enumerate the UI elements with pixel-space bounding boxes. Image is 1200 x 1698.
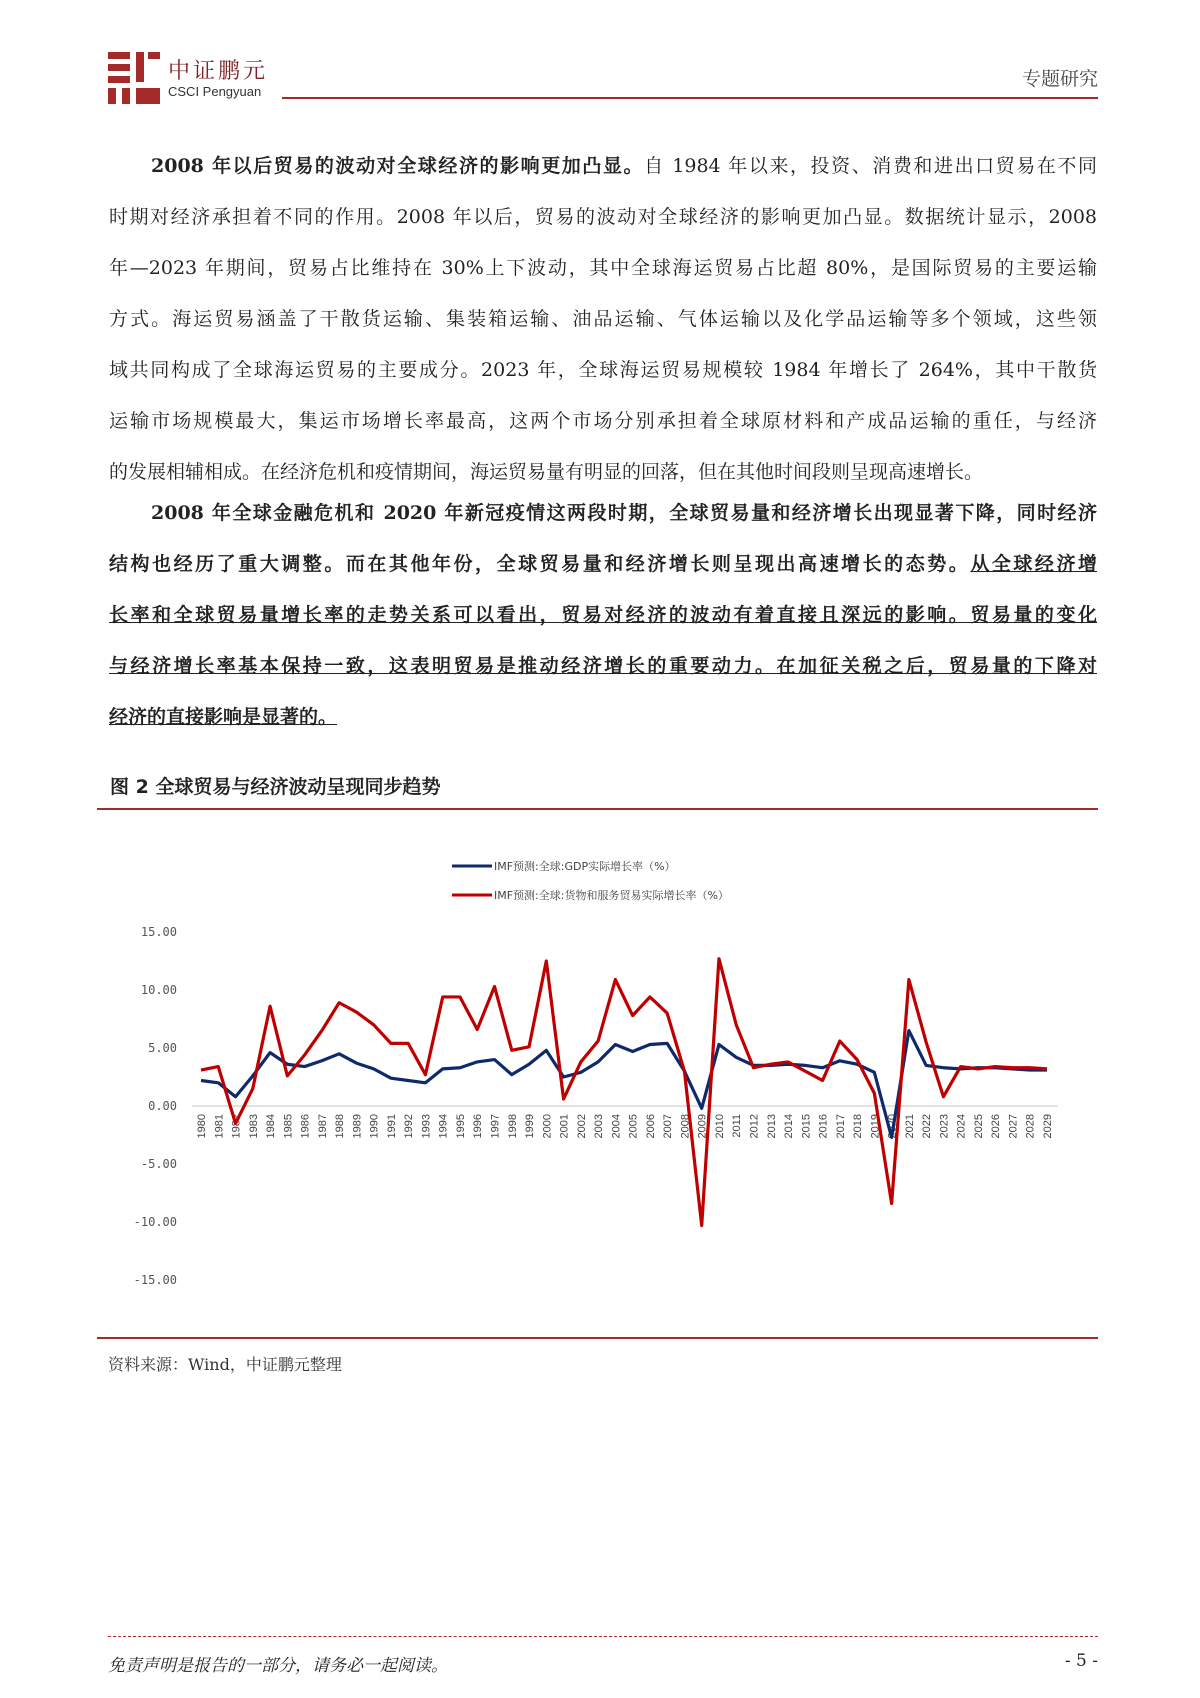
text-line	[109, 697, 1097, 748]
footer-divider	[108, 1636, 1098, 1637]
text-line	[109, 197, 1097, 248]
x-tick-label: 2003	[593, 1114, 606, 1139]
legend-label: IMF预测:全球:GDP实际增长率（%）	[494, 860, 676, 873]
x-tick-label: 1987	[316, 1114, 329, 1139]
x-tick-label: 2015	[800, 1114, 813, 1139]
x-tick-label: 1984	[265, 1114, 278, 1139]
series-line-trade	[201, 959, 1047, 1226]
y-tick-label: -5.00	[140, 1157, 177, 1171]
x-tick-label: 1994	[437, 1114, 450, 1139]
x-tick-label: 2008	[679, 1114, 692, 1139]
text-segment: 结构也经历了重大调整。而在其他年份，全球贸易量和经济增长则呈现出高速增长的态势。	[109, 553, 971, 575]
text-segment: 2008 年全球金融危机和 2020 年新冠疫情这两段时期，全球贸易量和经济增长出现显著下降，同时经济	[151, 502, 1097, 524]
x-tick-label: 1983	[247, 1114, 260, 1139]
text-segment: 从全球经济增	[970, 553, 1097, 575]
text-line	[109, 493, 1097, 544]
text-segment: 经济的直接影响是显著的。	[109, 706, 338, 728]
x-tick-label: 1997	[489, 1114, 502, 1139]
x-tick-label: 2025	[972, 1114, 985, 1139]
text-segment: 年—2023 年期间，贸易占比维持在 30%上下波动，其中全球海运贸易占比超 80%，是国际贸易的主要运输	[109, 257, 1097, 279]
x-tick-label: 2018	[852, 1114, 865, 1139]
x-tick-label: 1988	[334, 1114, 347, 1139]
text-line	[109, 248, 1097, 299]
x-tick-label: 2013	[765, 1114, 778, 1139]
text-segment: 运输市场规模最大，集运市场增长率最高，这两个市场分别承担着全球原材料和产成品运输的重任，与经济	[109, 410, 1097, 432]
y-tick-label: 0.00	[148, 1099, 177, 1113]
x-tick-label: 2024	[955, 1114, 968, 1139]
text-segment: 自 1984 年以来，投资、消费和进出口贸易在不同	[644, 155, 1098, 177]
text-segment: 的发展相辅相成。在经济危机和疫情期间，海运贸易量有明显的回落，但在其他时间段则呈现高速增长。	[109, 461, 984, 483]
x-tick-label: 1993	[420, 1114, 433, 1139]
x-tick-label: 2020	[886, 1114, 899, 1139]
header-divider	[282, 97, 1098, 99]
text-segment: 长率和全球贸易量增长率的走势关系可以看出，贸易对经济的波动有着直接且深远的影响。贸易量的变化	[109, 604, 1097, 626]
paragraph-crisis-periods	[109, 493, 1097, 748]
x-tick-label: 1986	[299, 1114, 312, 1139]
text-line	[109, 646, 1097, 697]
x-tick-label: 2026	[990, 1114, 1003, 1139]
disclaimer: 免责声明是报告的一部分，请务必一起阅读。	[108, 1656, 448, 1676]
paragraph-trade-impact	[109, 146, 1097, 503]
text-segment: 2008 年以后贸易的波动对全球经济的影响更加凸显。	[151, 155, 645, 177]
text-segment: 方式。海运贸易涵盖了干散货运输、集装箱运输、油品运输、气体运输以及化学品运输等多个领域，这些领	[109, 308, 1097, 330]
x-tick-label: 1981	[213, 1114, 226, 1139]
x-tick-label: 1985	[282, 1114, 295, 1139]
y-tick-label: -15.00	[133, 1273, 177, 1287]
text-line	[109, 401, 1097, 452]
x-tick-label: 2012	[748, 1114, 761, 1139]
text-segment: 域共同构成了全球海运贸易的主要成分。2023 年，全球海运贸易规模较 1984 年增长了 264%，其中干散货	[109, 359, 1097, 381]
text-line	[109, 146, 1097, 197]
x-tick-label: 2016	[817, 1114, 830, 1139]
text-line	[109, 350, 1097, 401]
text-line	[109, 595, 1097, 646]
text-segment: 与经济增长率基本保持一致，这表明贸易是推动经济增长的重要动力。在加征关税之后，贸易量的下降对	[109, 655, 1097, 677]
page-number: - 5 -	[1064, 1651, 1098, 1671]
x-tick-label: 1980	[196, 1114, 208, 1139]
x-tick-label: 2000	[541, 1114, 554, 1139]
x-tick-label: 2014	[783, 1114, 796, 1139]
x-tick-label: 1990	[368, 1114, 381, 1139]
trade-gdp-line-chart	[0, 820, 1200, 1330]
text-segment: 时期对经济承担着不同的作用。2008 年以后，贸易的波动对全球经济的影响更加凸显。数据统计显示，2008	[109, 206, 1097, 228]
brand-name-cn: 中证鹏元	[168, 59, 269, 84]
x-tick-label: 2010	[713, 1114, 726, 1139]
figure-title: 图 2 全球贸易与经济波动呈现同步趋势	[110, 776, 441, 798]
y-tick-label: 15.00	[140, 925, 177, 939]
x-tick-label: 2022	[921, 1114, 934, 1139]
x-tick-label: 1989	[351, 1114, 364, 1139]
x-tick-label: 2005	[627, 1114, 640, 1139]
legend-label: IMF预测:全球:货物和服务贸易实际增长率（%）	[494, 889, 729, 902]
x-tick-label: 2019	[869, 1114, 882, 1139]
x-tick-label: 1995	[454, 1114, 467, 1139]
report-type: 专题研究	[1021, 68, 1098, 90]
x-tick-label: 2021	[903, 1114, 916, 1139]
text-line	[109, 299, 1097, 350]
x-tick-label: 2027	[1007, 1114, 1020, 1139]
figure-source: 资料来源：Wind，中证鹏元整理	[108, 1355, 342, 1374]
x-tick-label: 1992	[403, 1114, 416, 1139]
y-tick-label: -10.00	[133, 1215, 177, 1229]
x-tick-label: 1982	[230, 1114, 243, 1139]
x-tick-label: 2002	[575, 1114, 588, 1139]
x-tick-label: 2017	[834, 1114, 847, 1139]
x-tick-label: 2009	[696, 1114, 709, 1139]
x-tick-label: 2011	[731, 1114, 744, 1138]
x-tick-label: 2023	[938, 1114, 951, 1139]
x-tick-label: 2029	[1042, 1114, 1054, 1139]
x-tick-label: 2001	[558, 1114, 571, 1139]
x-tick-label: 1999	[524, 1114, 537, 1139]
x-tick-label: 2007	[662, 1114, 675, 1139]
csci-logo-icon	[108, 52, 160, 104]
y-tick-label: 5.00	[148, 1041, 177, 1055]
x-tick-label: 1991	[385, 1114, 398, 1139]
x-tick-label: 1996	[472, 1114, 485, 1139]
x-tick-label: 2004	[610, 1114, 623, 1139]
x-tick-label: 2006	[644, 1114, 657, 1139]
brand-name-en: CSCI Pengyuan	[168, 84, 262, 99]
x-tick-label: 1998	[506, 1114, 519, 1139]
figure-bottom-rule	[97, 1337, 1098, 1339]
y-tick-label: 10.00	[140, 983, 177, 997]
text-line	[109, 544, 1097, 595]
x-tick-label: 2028	[1024, 1114, 1037, 1139]
figure-top-rule	[97, 808, 1098, 810]
